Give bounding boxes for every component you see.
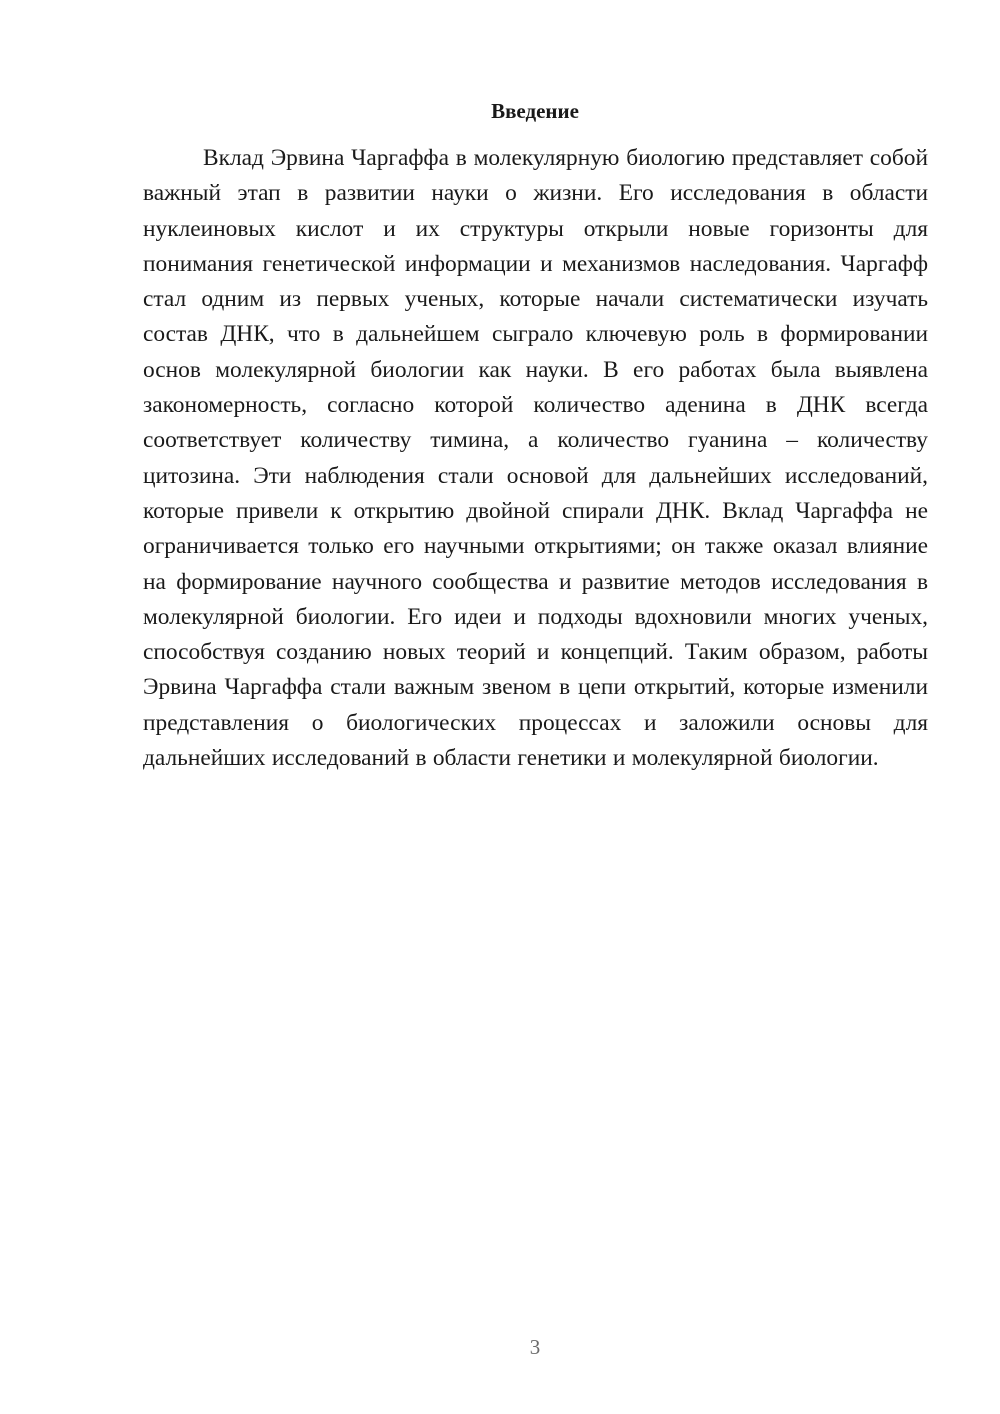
page-number: 3 xyxy=(529,1335,541,1359)
body-paragraph: Вклад Эрвина Чаргаффа в молекулярную биологию представляет собой важный этап в развитии науки о жизни. Его исследования в области нуклеиновых кислот и их структуры открыли новые горизонты для понимания генетической информации и механизмов наследования. Чаргафф стал одним из первых ученых, которые начали систематически изучать состав ДНК, что в дальнейшем сыграло ключевую роль в формировании основ молекулярной биологии как науки. В его работах была выявлена закономерность, согласно которой количество аденина в ДНК всегда соответствует количеству тимина, а количество гуанина – количеству цитозина. Эти наблюдения стали основой для дальнейших исследований, которые привели к открытию двойной спирали ДНК. Вклад Чаргаффа не ограничивается только его научными открытиями; он также оказал влияние на формирование научного сообщества и развитие методов исследования в молекулярной биологии. Его идеи и подходы вдохновили многих ученых, способствуя созданию новых теорий и концепций. Таким образом, работы Эрвина Чаргаффа стали важным звеном в цепи открытий, которые изменили представления о биологических процессах и заложили основы для дальнейших исследований в области генетики и молекулярной биологии. xyxy=(143,145,928,772)
section-heading: Введение xyxy=(491,99,579,123)
